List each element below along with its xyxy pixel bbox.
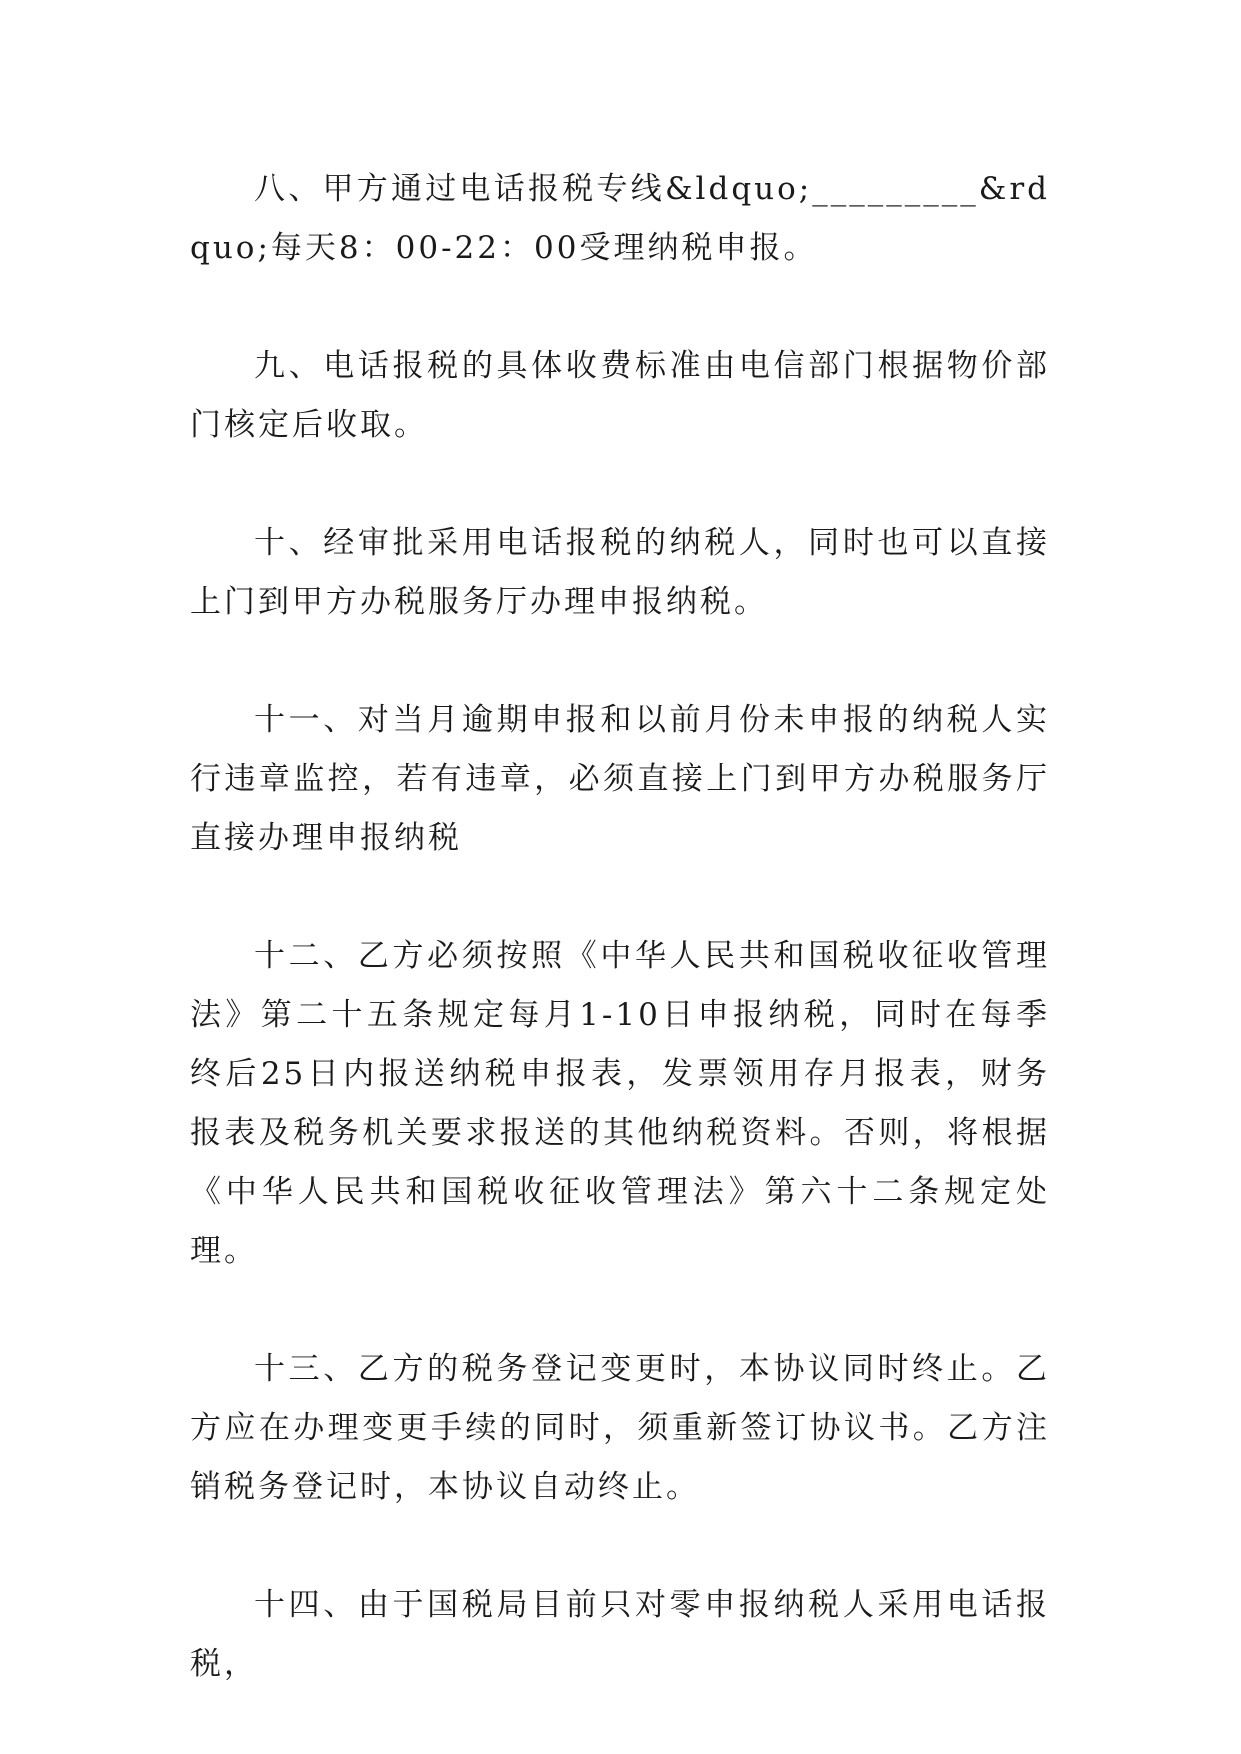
- clause-14-paragraph: 十四、由于国税局目前只对零申报纳税人采用电话报税，: [190, 1587, 1050, 1682]
- document-body: [190, 160, 1050, 1694]
- clause-8-paragraph: 八、甲方通过电话报税专线&ldquo;_________&rdquo;每天8：00-22：00受理纳税申报。: [190, 171, 1050, 266]
- clause-10-paragraph: 十、经审批采用电话报税的纳税人，同时也可以直接上门到甲方办税服务厅办理申报纳税。: [190, 525, 1050, 620]
- clause-13-paragraph: 十三、乙方的税务登记变更时，本协议同时终止。乙方应在办理变更手续的同时，须重新签订协议书。乙方注销税务登记时，本协议自动终止。: [190, 1351, 1050, 1505]
- clause-9-paragraph: 九、电话报税的具体收费标准由电信部门根据物价部门核定后收取。: [190, 348, 1050, 443]
- clause-12-paragraph: 十二、乙方必须按照《中华人民共和国税收征收管理法》第二十五条规定每月1-10日申报纳税，同时在每季终后25日内报送纳税申报表，发票领用存月报表，财务报表及税务机关要求报送的其他纳税资料。否则，将根据《中华人民共和国税收征收管理法》第六十二条规定处理。: [190, 938, 1050, 1269]
- clause-11-paragraph: 十一、对当月逾期申报和以前月份未申报的纳税人实行违章监控，若有违章，必须直接上门到甲方办税服务厅直接办理申报纳税: [190, 702, 1050, 856]
